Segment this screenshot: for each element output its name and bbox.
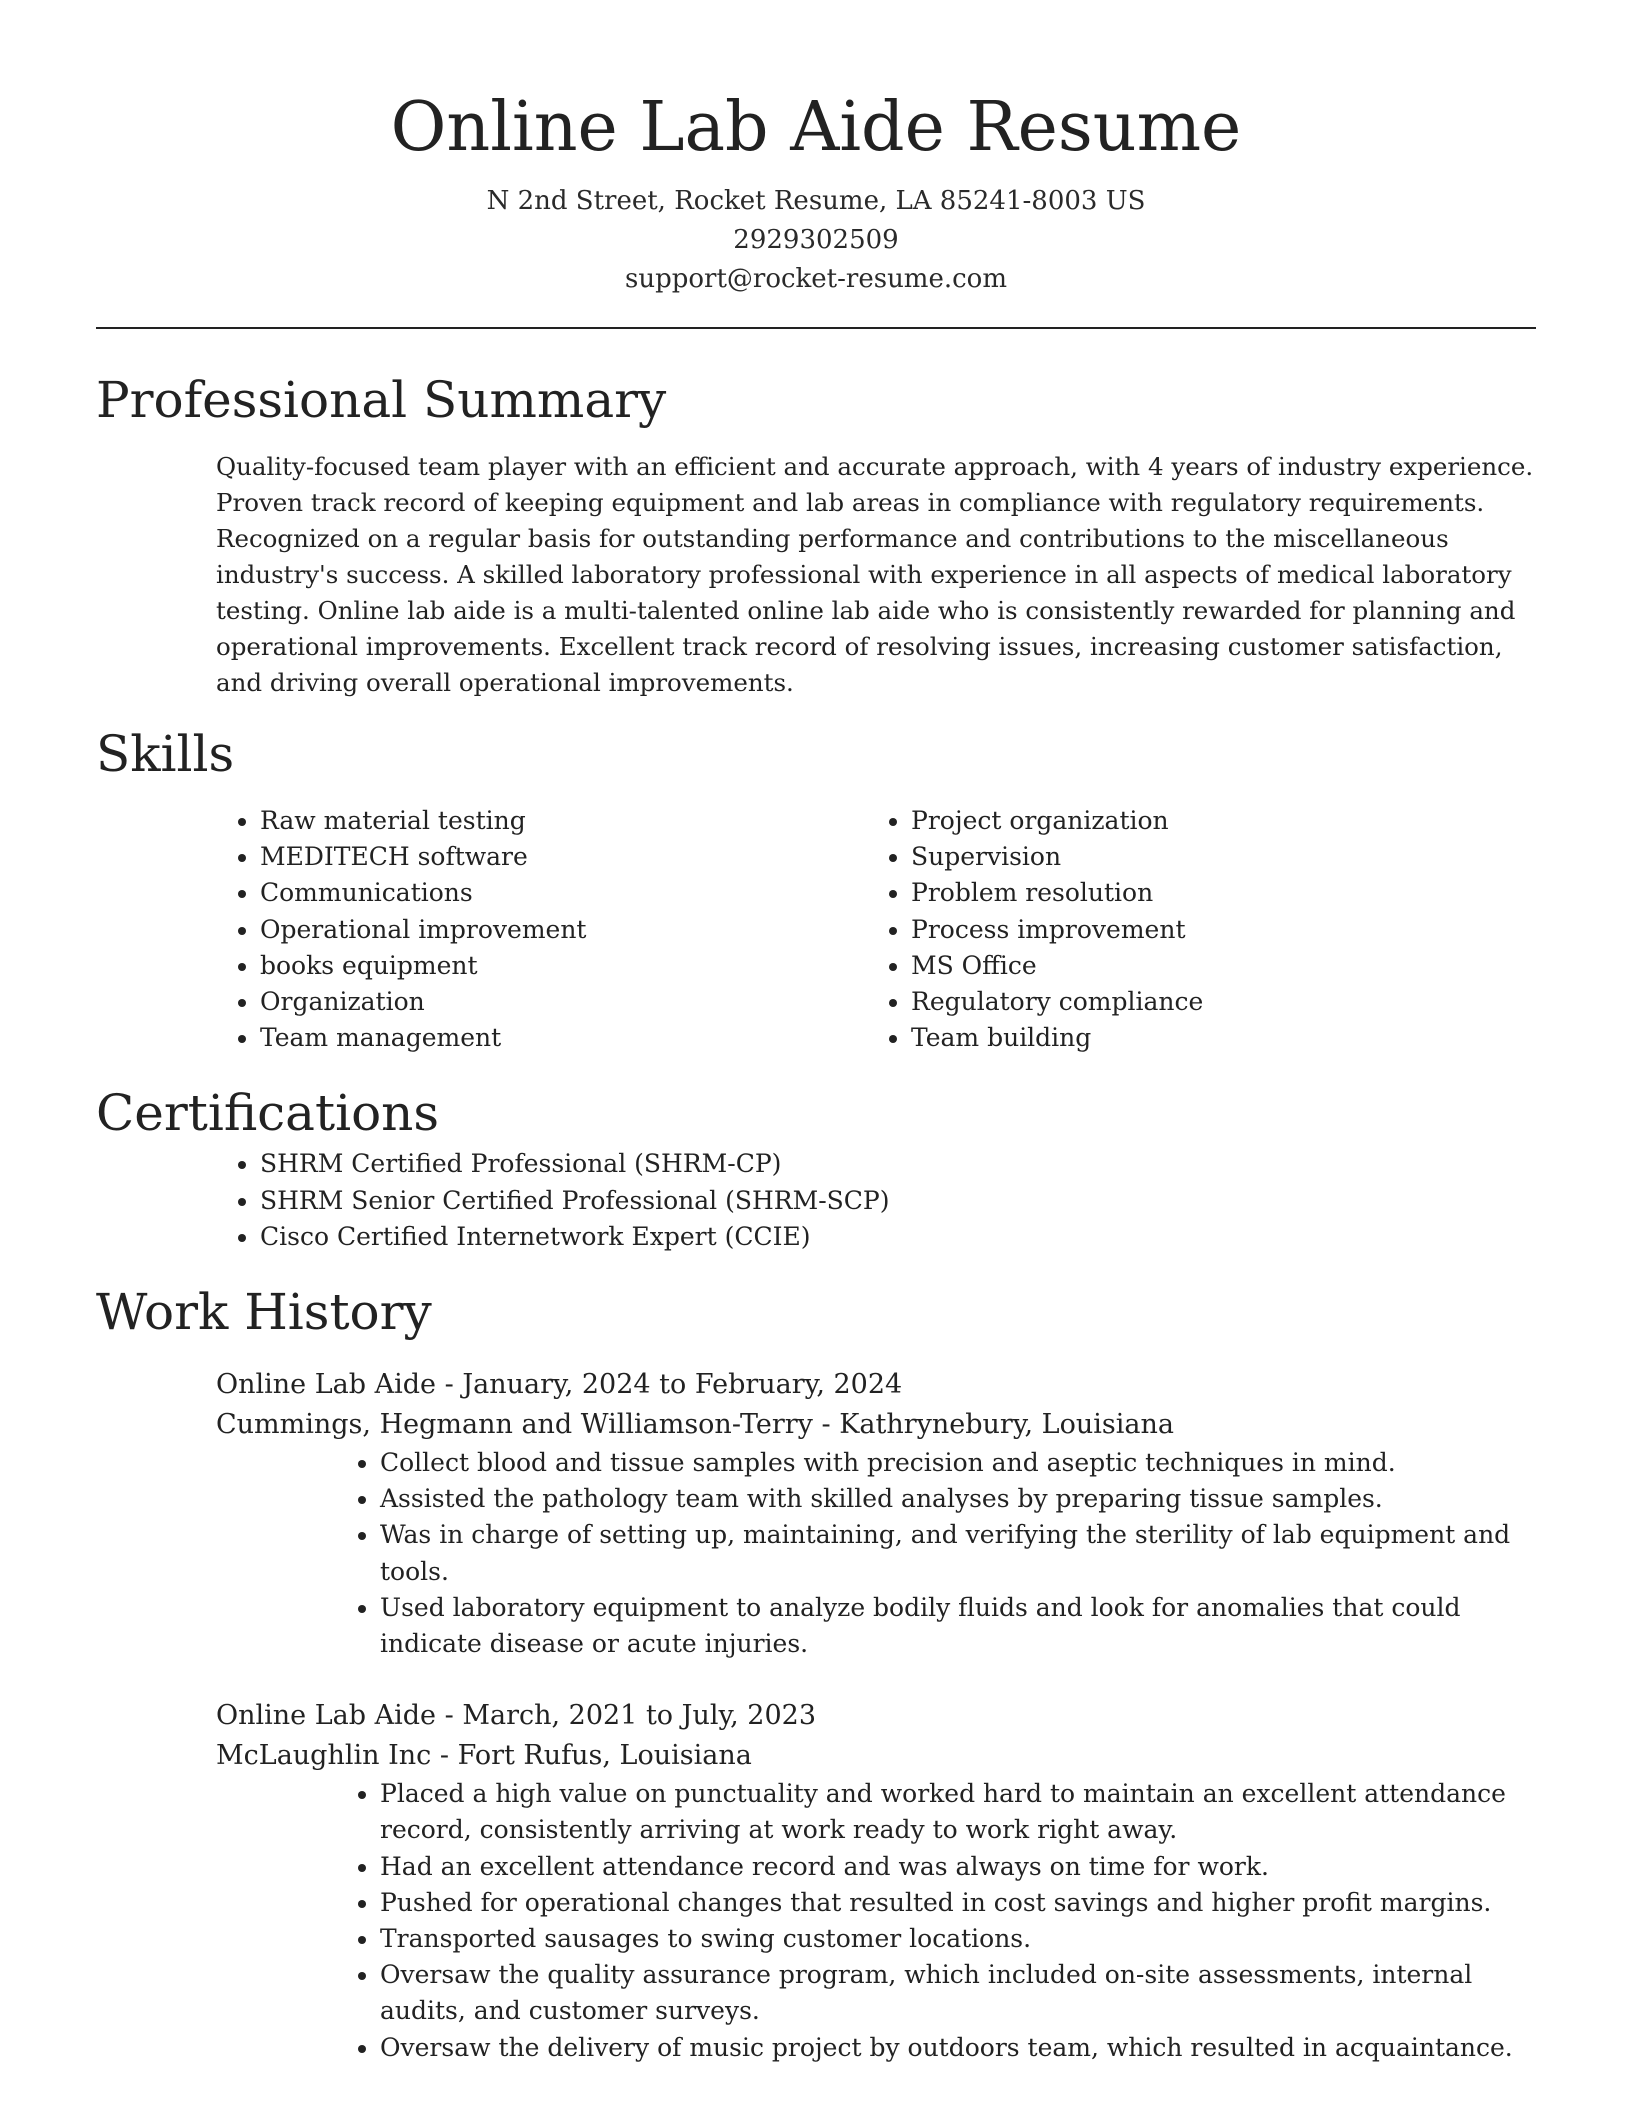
job-duties-list <box>216 1776 1536 2066</box>
certification-item: • Cisco Certified Internetwork Expert (CCIE) <box>260 1219 1536 1255</box>
certifications-section <box>96 1080 1536 1255</box>
job-duty-item: • Oversaw the quality assurance program, which included on-site assessments, internal audits, and customer surveys. <box>380 1957 1536 2029</box>
work-history-section <box>96 1279 1536 2066</box>
skill-item: • Raw material testing <box>260 803 747 839</box>
job-duty-item: • Placed a high value on punctuality and worked hard to maintain an excellent attendance record, consistently arriving at work ready to work right away. <box>380 1776 1536 1848</box>
skill-item: • Supervision <box>911 839 1398 875</box>
job-duty-item: • Was in charge of setting up, maintaining, and verifying the sterility of lab equipment and tools. <box>380 1517 1536 1589</box>
skills-section <box>96 721 1536 1056</box>
summary-text: Quality-focused team player with an efficient and accurate approach, with 4 years of industry experience. Proven track record of keeping equipment and lab areas in compliance with regulatory requirements. Recognized on a regular basis for outstanding performance and contributions to the miscellaneous industry's success. A skilled laboratory professional with experience in all aspects of medical laboratory testing. Online lab aide is a multi-talented online lab aide who is consistently rewarded for planning and operational improvements. Excellent track record of resolving issues, increasing customer satisfaction, and driving overall operational improvements. <box>216 452 1534 697</box>
skill-item: • books equipment <box>260 948 747 984</box>
skill-item: • MEDITECH software <box>260 839 747 875</box>
job-company-location: Cummings, Hegmann and Williamson-Terry - Kathrynebury, Louisiana <box>216 1409 1174 1441</box>
skill-item: • Project organization <box>911 803 1398 839</box>
resume-title: Online Lab Aide Resume <box>390 88 1242 167</box>
certifications-heading: Certifications <box>96 1084 440 1143</box>
job-duty-item: • Assisted the pathology team with skilled analyses by preparing tissue samples. <box>380 1481 1536 1517</box>
job-duty-item: • Had an excellent attendance record and was always on time for work. <box>380 1849 1536 1885</box>
work-history-heading: Work History <box>96 1283 432 1342</box>
skill-item: • Regulatory compliance <box>911 984 1398 1020</box>
job-entry <box>216 1365 1536 1662</box>
job-duty-item: • Transported sausages to swing customer locations. <box>380 1921 1536 1957</box>
job-duty-item: • Used laboratory equipment to analyze bodily fluids and look for anomalies that could indicate disease or acute injuries. <box>380 1590 1536 1662</box>
certification-item: • SHRM Certified Professional (SHRM-CP) <box>260 1146 1536 1182</box>
skill-item: • Organization <box>260 984 747 1020</box>
job-company-location: McLaughlin Inc - Fort Rufus, Louisiana <box>216 1740 752 1772</box>
header-divider <box>96 327 1536 329</box>
certifications-list <box>96 1146 1536 1255</box>
skills-list-right <box>747 803 1398 1056</box>
job-duties-list <box>216 1445 1536 1662</box>
job-duty-item: • Oversaw the delivery of music project by outdoors team, which resulted in acquaintance. <box>380 2030 1536 2066</box>
skills-column-left <box>96 803 747 1056</box>
phone-number: 2929302509 <box>733 225 899 255</box>
skills-column-right <box>747 803 1398 1056</box>
skill-item: • Communications <box>260 875 747 911</box>
skills-heading: Skills <box>96 725 235 783</box>
summary-section <box>96 367 1536 701</box>
skills-list-left <box>96 803 747 1056</box>
email-address: support@rocket-resume.com <box>624 264 1007 294</box>
job-duty-item: • Pushed for operational changes that resulted in cost savings and higher profit margins. <box>380 1885 1536 1921</box>
job-title-dates: Online Lab Aide - March, 2021 to July, 2023 <box>216 1700 817 1732</box>
certification-item: • SHRM Senior Certified Professional (SHRM-SCP) <box>260 1183 1536 1219</box>
skill-item: • Operational improvement <box>260 912 747 948</box>
skill-item: • Team building <box>911 1020 1398 1056</box>
address: N 2nd Street, Rocket Resume, LA 85241-8003 US <box>486 186 1146 216</box>
skill-item: • Problem resolution <box>911 875 1398 911</box>
summary-heading: Professional Summary <box>96 371 667 429</box>
skill-item: • Process improvement <box>911 912 1398 948</box>
skill-item: • Team management <box>260 1020 747 1056</box>
resume-header <box>96 82 1536 299</box>
job-duty-item: • Collect blood and tissue samples with precision and aseptic techniques in mind. <box>380 1445 1536 1481</box>
skill-item: • MS Office <box>911 948 1398 984</box>
skills-columns <box>96 803 1536 1056</box>
job-entry <box>216 1696 1536 2066</box>
job-title-dates: Online Lab Aide - January, 2024 to February, 2024 <box>216 1369 903 1401</box>
